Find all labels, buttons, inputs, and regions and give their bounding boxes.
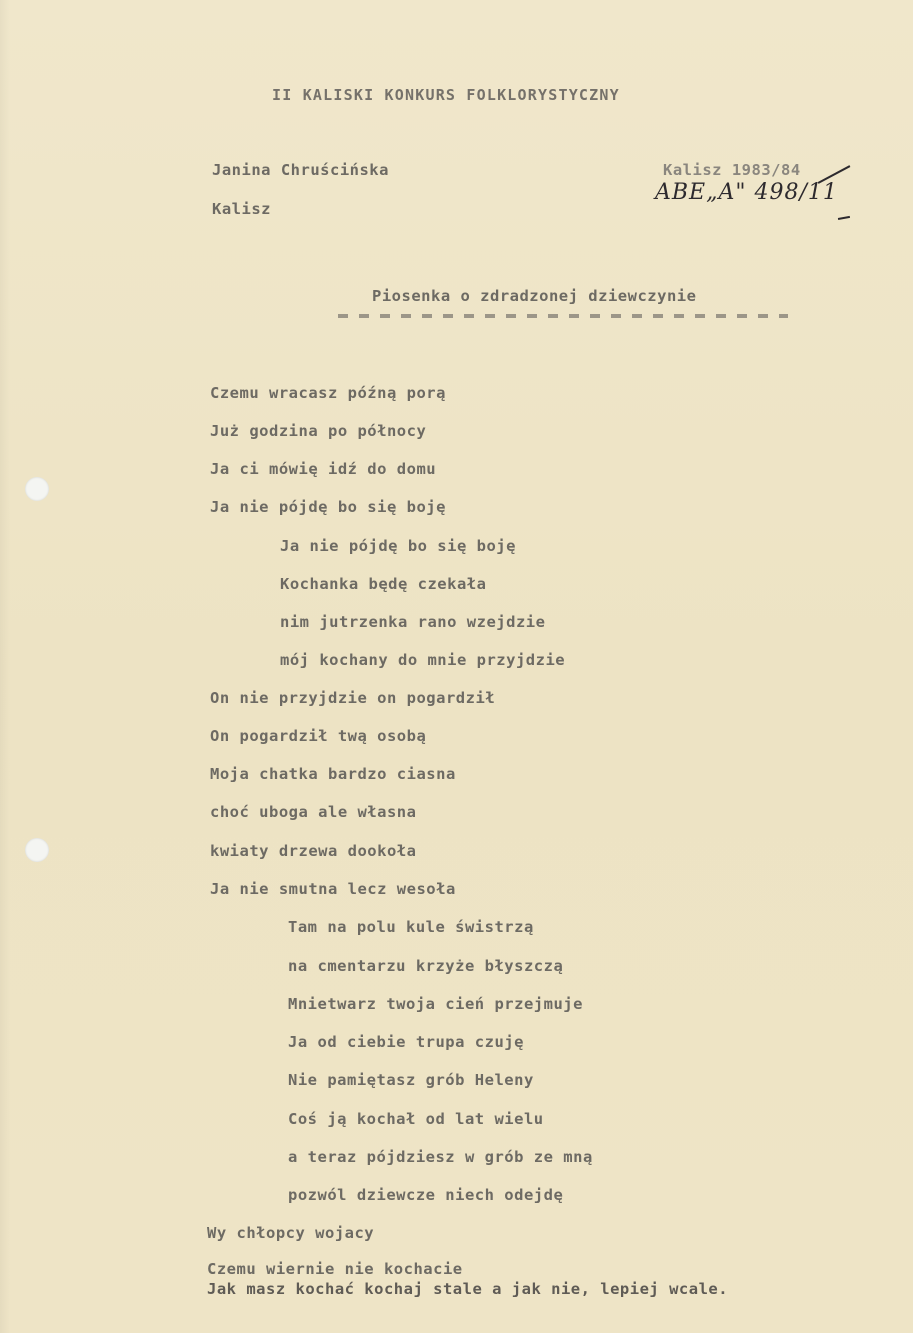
verse-line-indented: Tam na polu kule świstrzą (288, 918, 534, 936)
verse-line-indented: Ja nie pójdę bo się boję (280, 537, 516, 555)
verse-line-indented: Kochanka będę czekała (280, 575, 487, 593)
song-title: Piosenka o zdradzonej dziewczynie (372, 287, 697, 305)
verse-line-indented: pozwól dziewcze niech odejdę (288, 1186, 564, 1204)
verse-line-indented: Ja od ciebie trupa czuję (288, 1033, 524, 1051)
place-date: Kalisz 1983/84 (663, 161, 801, 179)
verse-line: Ja nie smutna lecz wesoła (210, 880, 456, 898)
verse-line: Wy chłopcy wojacy (207, 1224, 375, 1242)
verse-line: Moja chatka bardzo ciasna (210, 765, 456, 783)
verse-line: choć uboga ale własna (210, 803, 417, 821)
verse-line: On pogardził twą osobą (210, 727, 427, 745)
author-name: Janina Chruścińska (212, 161, 389, 179)
verse-line: Ja ci mówię idź do domu (210, 460, 437, 478)
document-header: II KALISKI KONKURS FOLKLORYSTYCZNY (272, 86, 620, 104)
verse-line-indented: Mnietwarz twoja cień przejmuje (288, 995, 583, 1013)
pen-stroke-decoration (838, 216, 850, 220)
verse-line-indented: nim jutrzenka rano wzejdzie (280, 613, 546, 631)
verse-line-indented: mój kochany do mnie przyjdzie (280, 651, 566, 669)
archive-signature-handwritten: ABE„A" 498/11 (655, 180, 838, 205)
verse-line: kwiaty drzewa dookoła (210, 842, 417, 860)
verse-line: On nie przyjdzie on pogardził (210, 689, 496, 707)
verse-line: Ja nie pójdę bo się boję (210, 498, 446, 516)
verse-line-indented: a teraz pójdziesz w grób ze mną (288, 1148, 593, 1166)
title-dashed-underline (338, 314, 788, 318)
verse-line-indented: Coś ją kochał od lat wielu (288, 1110, 544, 1128)
verse-line: Czemu wracasz późną porą (210, 384, 446, 402)
verse-line-indented: na cmentarzu krzyże błyszczą (288, 957, 564, 975)
punch-hole-bottom (25, 838, 49, 862)
verse-line: Czemu wiernie nie kochacie (207, 1260, 463, 1278)
verse-line: Już godzina po północy (210, 422, 427, 440)
author-city: Kalisz (212, 200, 271, 218)
verse-line-indented: Nie pamiętasz grób Heleny (288, 1071, 534, 1089)
punch-hole-top (25, 477, 49, 501)
verse-line-closing: Jak masz kochać kochaj stale a jak nie, lepiej wcale. (207, 1280, 729, 1298)
